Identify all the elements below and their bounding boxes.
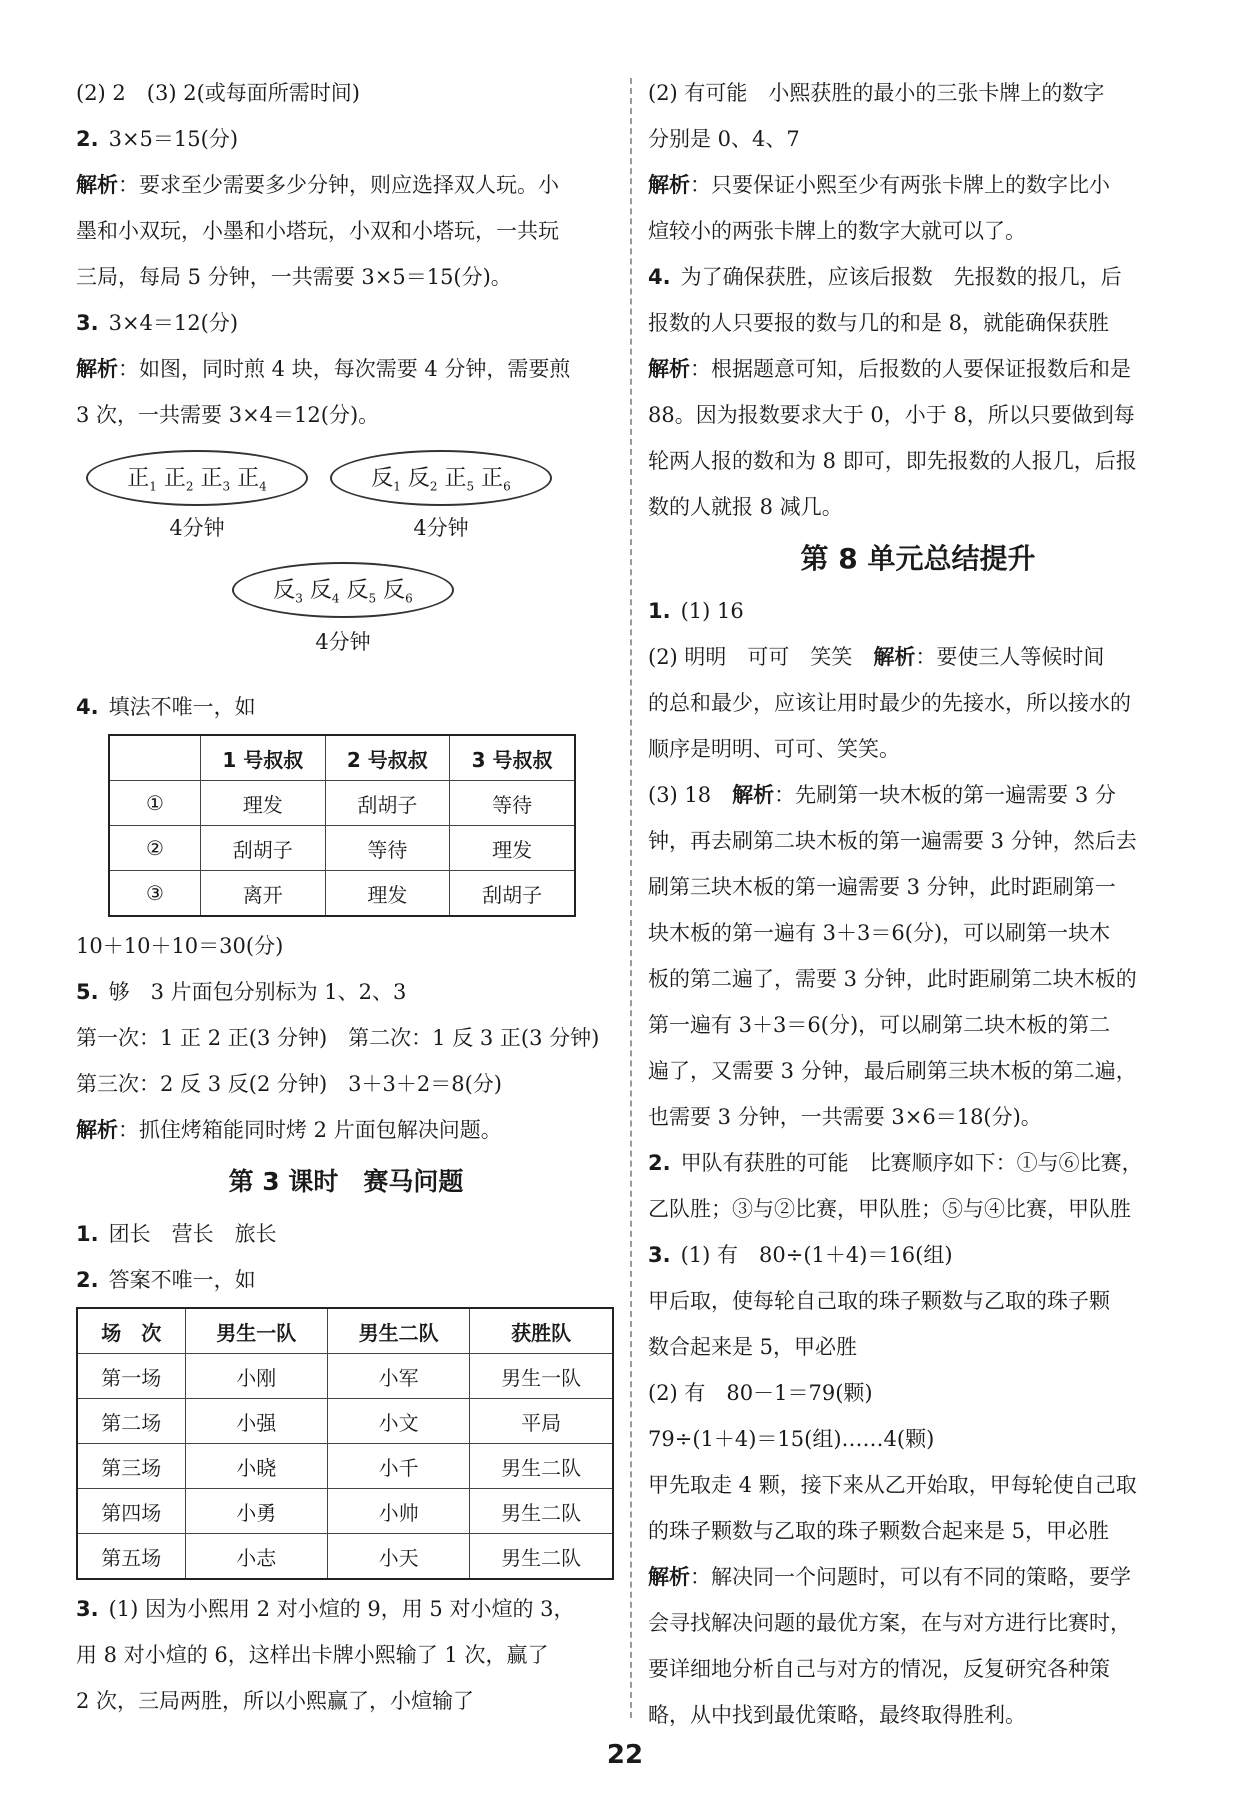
table-cell: 平局 [470, 1399, 613, 1444]
ellipse-group-1: 正$_1$ 正$_2$ 正$_3$ 正$_4$ [86, 450, 308, 506]
question-3: 3. (1) 有 80÷(1＋4)＝16(组) [648, 1243, 953, 1267]
answer-line: 报数的人只要报的数与几的和是 8，就能确保获胜 [648, 311, 1110, 335]
analysis-line: 会寻找解决问题的最优方案，在与对方进行比赛时， [648, 1611, 1131, 1635]
answer-line: 第一次：1 正 2 正(3 分钟) 第二次：1 反 3 正(3 分钟) [76, 1026, 600, 1050]
answer-line: 的珠子颗数与乙取的珠子颗数合起来是 5，甲必胜 [648, 1519, 1110, 1543]
analysis-line: 3 次，一共需要 3×4＝12(分)。 [76, 403, 380, 427]
table-cell: 小天 [327, 1534, 469, 1580]
table-cell: 小文 [327, 1399, 469, 1444]
table-cell: 第二场 [77, 1399, 185, 1444]
table-cell: 小勇 [185, 1489, 327, 1534]
table-header: 1 号叔叔 [201, 735, 326, 781]
table-cell: 刮胡子 [201, 826, 326, 871]
table-cell: 理发 [201, 781, 326, 826]
analysis-line: 第一遍有 3＋3＝6(分)，可以刷第二块木板的第二 [648, 1013, 1111, 1037]
table-row [109, 781, 575, 826]
analysis-line: 也需要 3 分钟，一共需要 3×6＝18(分)。 [648, 1105, 1042, 1129]
answer-line: 分别是 0、4、7 [648, 127, 800, 151]
table-header: 男生二队 [327, 1308, 469, 1354]
answer-line: 2 次，三局两胜，所以小熙赢了，小煊输了 [76, 1689, 475, 1713]
question-1: 1. (1) 16 [648, 599, 744, 623]
analysis-line: 钟，再去刷第二块木板的第一遍需要 3 分钟，然后去 [648, 829, 1137, 853]
question-5: 5. 够 3 片面包分别标为 1、2、3 [76, 980, 407, 1004]
answer-line: 第三次：2 反 3 反(2 分钟) 3＋3＋2＝8(分) [76, 1072, 502, 1096]
question-1: 1. 团长 营长 旅长 [76, 1222, 277, 1246]
table-cell: 小晓 [185, 1444, 327, 1489]
question-3: 3. 3×4＝12(分) [76, 311, 239, 335]
table-row [77, 1354, 613, 1399]
table-cell: 小志 [185, 1534, 327, 1580]
table-cell: 男生二队 [470, 1444, 613, 1489]
analysis-line: 解析：只要保证小熙至少有两张卡牌上的数字比小 [648, 173, 1110, 197]
table-row [109, 871, 575, 917]
ellipse-caption: 4分钟 [169, 516, 225, 540]
table-cell: 小军 [327, 1354, 469, 1399]
table-header-row [77, 1308, 613, 1354]
answer-line: (3) 18 解析：先刷第一块木板的第一遍需要 3 分 [648, 783, 1116, 807]
analysis-line: 解析：抓住烤箱能同时烤 2 片面包解决问题。 [76, 1118, 502, 1142]
analysis-line: 的总和最少，应该让用时最少的先接水，所以接水的 [648, 691, 1131, 715]
analysis-line: 解析：要求至少需要多少分钟，则应选择双人玩。小 [76, 173, 559, 197]
answer-line: 79÷(1＋4)＝15(组)……4(颗) [648, 1427, 935, 1451]
table-header: 获胜队 [470, 1308, 613, 1354]
race-table [76, 1307, 614, 1580]
answer-line: 数合起来是 5，甲必胜 [648, 1335, 858, 1359]
analysis-line: 三局，每局 5 分钟，一共需要 3×5＝15(分)。 [76, 265, 512, 289]
table-row [77, 1399, 613, 1444]
analysis-line: 要详细地分析自己与对方的情况，反复研究各种策 [648, 1657, 1110, 1681]
table-cell: 等待 [325, 826, 450, 871]
table-cell: 第四场 [77, 1489, 185, 1534]
table-cell: 等待 [450, 781, 575, 826]
barber-table [108, 734, 576, 917]
table-row [77, 1444, 613, 1489]
analysis-line: 88。因为报数要求大于 0，小于 8，所以只要做到每 [648, 403, 1135, 427]
table-header: 3 号叔叔 [450, 735, 575, 781]
table-row [77, 1489, 613, 1534]
question-4: 4. 为了确保获胜，应该后报数 先报数的报几，后 [648, 265, 1122, 289]
analysis-line: 刷第三块木板的第一遍需要 3 分钟，此时距刷第一 [648, 875, 1116, 899]
answer-line: (2) 有 80－1＝79(颗) [648, 1381, 873, 1405]
analysis-line: 解析：如图，同时煎 4 块，每次需要 4 分钟，需要煎 [76, 357, 571, 381]
page-number: 22 [606, 1740, 644, 1770]
analysis-line: 煊较小的两张卡牌上的数字大就可以了。 [648, 219, 1026, 243]
left-column [76, 70, 616, 1724]
table-cell: 理发 [450, 826, 575, 871]
answer-line: (2) 有可能 小熙获胜的最小的三张卡牌上的数字 [648, 81, 1105, 105]
analysis-line: 数的人就报 8 减几。 [648, 495, 843, 519]
analysis-line: 轮两人报的数和为 8 即可，即先报数的人报几，后报 [648, 449, 1137, 473]
answer-line: 甲后取，使每轮自己取的珠子颗数与乙取的珠子颗 [648, 1289, 1110, 1313]
analysis-line: 墨和小双玩，小墨和小塔玩，小双和小塔玩，一共玩 [76, 219, 559, 243]
answer-line: (2) 明明 可可 笑笑 解析：要使三人等候时间 [648, 645, 1105, 669]
table-row [77, 1534, 613, 1580]
table-cell: 理发 [325, 871, 450, 917]
table-cell: 刮胡子 [450, 871, 575, 917]
table-cell: 小千 [327, 1444, 469, 1489]
table-cell: 男生二队 [470, 1489, 613, 1534]
table-cell: 小帅 [327, 1489, 469, 1534]
table-cell: ② [109, 826, 201, 871]
table-header: 2 号叔叔 [325, 735, 450, 781]
table-header: 男生一队 [185, 1308, 327, 1354]
analysis-line: 块木板的第一遍有 3＋3＝6(分)，可以刷第一块木 [648, 921, 1111, 945]
right-column [648, 70, 1188, 1738]
answer-line: 甲先取走 4 颗，接下来从乙开始取，甲每轮使自己取 [648, 1473, 1137, 1497]
table-cell: 小强 [185, 1399, 327, 1444]
table-cell: 第一场 [77, 1354, 185, 1399]
analysis-line: 略，从中找到最优策略，最终取得胜利。 [648, 1703, 1026, 1727]
analysis-line: 遍了，又需要 3 分钟，最后刷第三块木板的第二遍， [648, 1059, 1137, 1083]
table-cell: 男生一队 [470, 1354, 613, 1399]
question-2: 2. 甲队有获胜的可能 比赛顺序如下：①与⑥比赛， [648, 1151, 1143, 1175]
ellipse-group-2: 反$_1$ 反$_2$ 正$_5$ 正$_6$ [330, 450, 552, 506]
sum-line: 10＋10＋10＝30(分) [76, 934, 284, 958]
table-cell: ① [109, 781, 201, 826]
section-heading: 第 3 课时 赛马问题 [228, 1167, 464, 1196]
ellipse-caption: 4分钟 [315, 630, 371, 654]
table-cell: 男生二队 [470, 1534, 613, 1580]
table-row [109, 826, 575, 871]
table-header: 场 次 [77, 1308, 185, 1354]
table-cell: 第五场 [77, 1534, 185, 1580]
ellipse-group-3: 反$_3$ 反$_4$ 反$_5$ 反$_6$ [232, 562, 454, 618]
table-header-row [109, 735, 575, 781]
table-cell: 刮胡子 [325, 781, 450, 826]
table-cell: ③ [109, 871, 201, 917]
answer-line: 乙队胜；③与②比赛，甲队胜；⑤与④比赛，甲队胜 [648, 1197, 1131, 1221]
answer-line: 用 8 对小煊的 6，这样出卡牌小熙输了 1 次，赢了 [76, 1643, 549, 1667]
analysis-line: 解析：根据题意可知，后报数的人要保证报数后和是 [648, 357, 1131, 381]
question-4: 4. 填法不唯一，如 [76, 695, 256, 719]
table-cell: 离开 [201, 871, 326, 917]
analysis-line: 板的第二遍了，需要 3 分钟，此时距刷第二块木板的 [648, 967, 1137, 991]
table-header [109, 735, 201, 781]
table-cell: 小刚 [185, 1354, 327, 1399]
column-divider [630, 78, 632, 1718]
question-2: 2. 3×5＝15(分) [76, 127, 239, 151]
ellipse-caption: 4分钟 [413, 516, 469, 540]
answer-line: (2) 2 (3) 2(或每面所需时间) [76, 81, 360, 105]
question-3: 3. (1) 因为小熙用 2 对小煊的 9，用 5 对小煊的 3， [76, 1597, 575, 1621]
analysis-line: 顺序是明明、可可、笑笑。 [648, 737, 900, 761]
section-heading: 第 8 单元总结提升 [800, 542, 1036, 575]
question-2: 2. 答案不唯一，如 [76, 1268, 256, 1292]
analysis-line: 解析：解决同一个问题时，可以有不同的策略，要学 [648, 1565, 1131, 1589]
pancake-diagram [76, 446, 616, 676]
table-cell: 第三场 [77, 1444, 185, 1489]
